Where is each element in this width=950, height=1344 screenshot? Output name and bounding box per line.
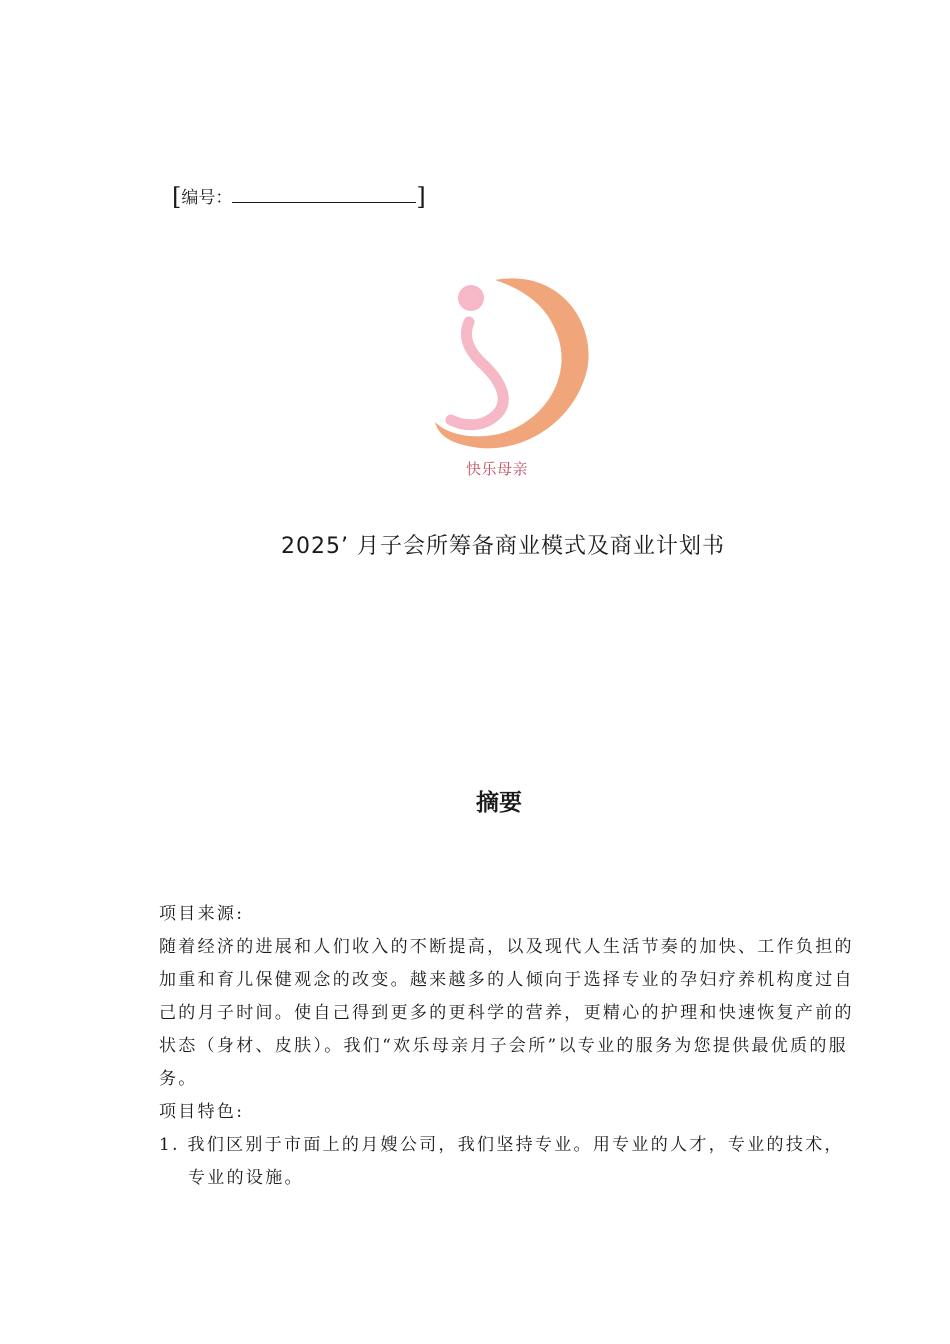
left-bracket: [: [172, 183, 182, 211]
logo-head: [458, 285, 484, 311]
project-source-label: 项目来源:: [159, 904, 245, 924]
abstract-body: [159, 898, 859, 1195]
project-features-label: 项目特色:: [159, 1102, 245, 1122]
logo-text: 快乐母亲: [466, 460, 529, 478]
project-source-paragraph: 随着经济的进展和人们收入的不断提高，以及现代人生活节奏的加快、工作负担的加重和育儿保健观念的改变。越来越多的人倾向于选择专业的孕妇疗养机构度过自己的月子时间。使自己得到更多的更科学的营养，更精心的护理和快速恢复产前的状态（身材、皮肤）。我们“欢乐母亲月子会所”以专业的服务为您提供最优质的服务。: [159, 937, 854, 1089]
serial-number-field: [172, 184, 426, 212]
document-title-text: 2025’ 月子会所筹备商业模式及商业计划书: [281, 534, 725, 559]
serial-number-blank-line: [232, 184, 416, 203]
abstract-heading-text: 摘要: [476, 790, 522, 816]
right-bracket: ]: [416, 183, 426, 211]
abstract-heading: [0, 786, 950, 820]
feature-item-1: 1. 我们区别于市面上的月嫂公司，我们坚持专业。用专业的人才，专业的技术，专业的设施。: [159, 1135, 844, 1188]
mother-crescent-logo-icon: [425, 272, 600, 487]
document-title: [0, 530, 950, 564]
serial-number-label: 编号：: [181, 188, 233, 208]
logo-body: [451, 322, 503, 425]
